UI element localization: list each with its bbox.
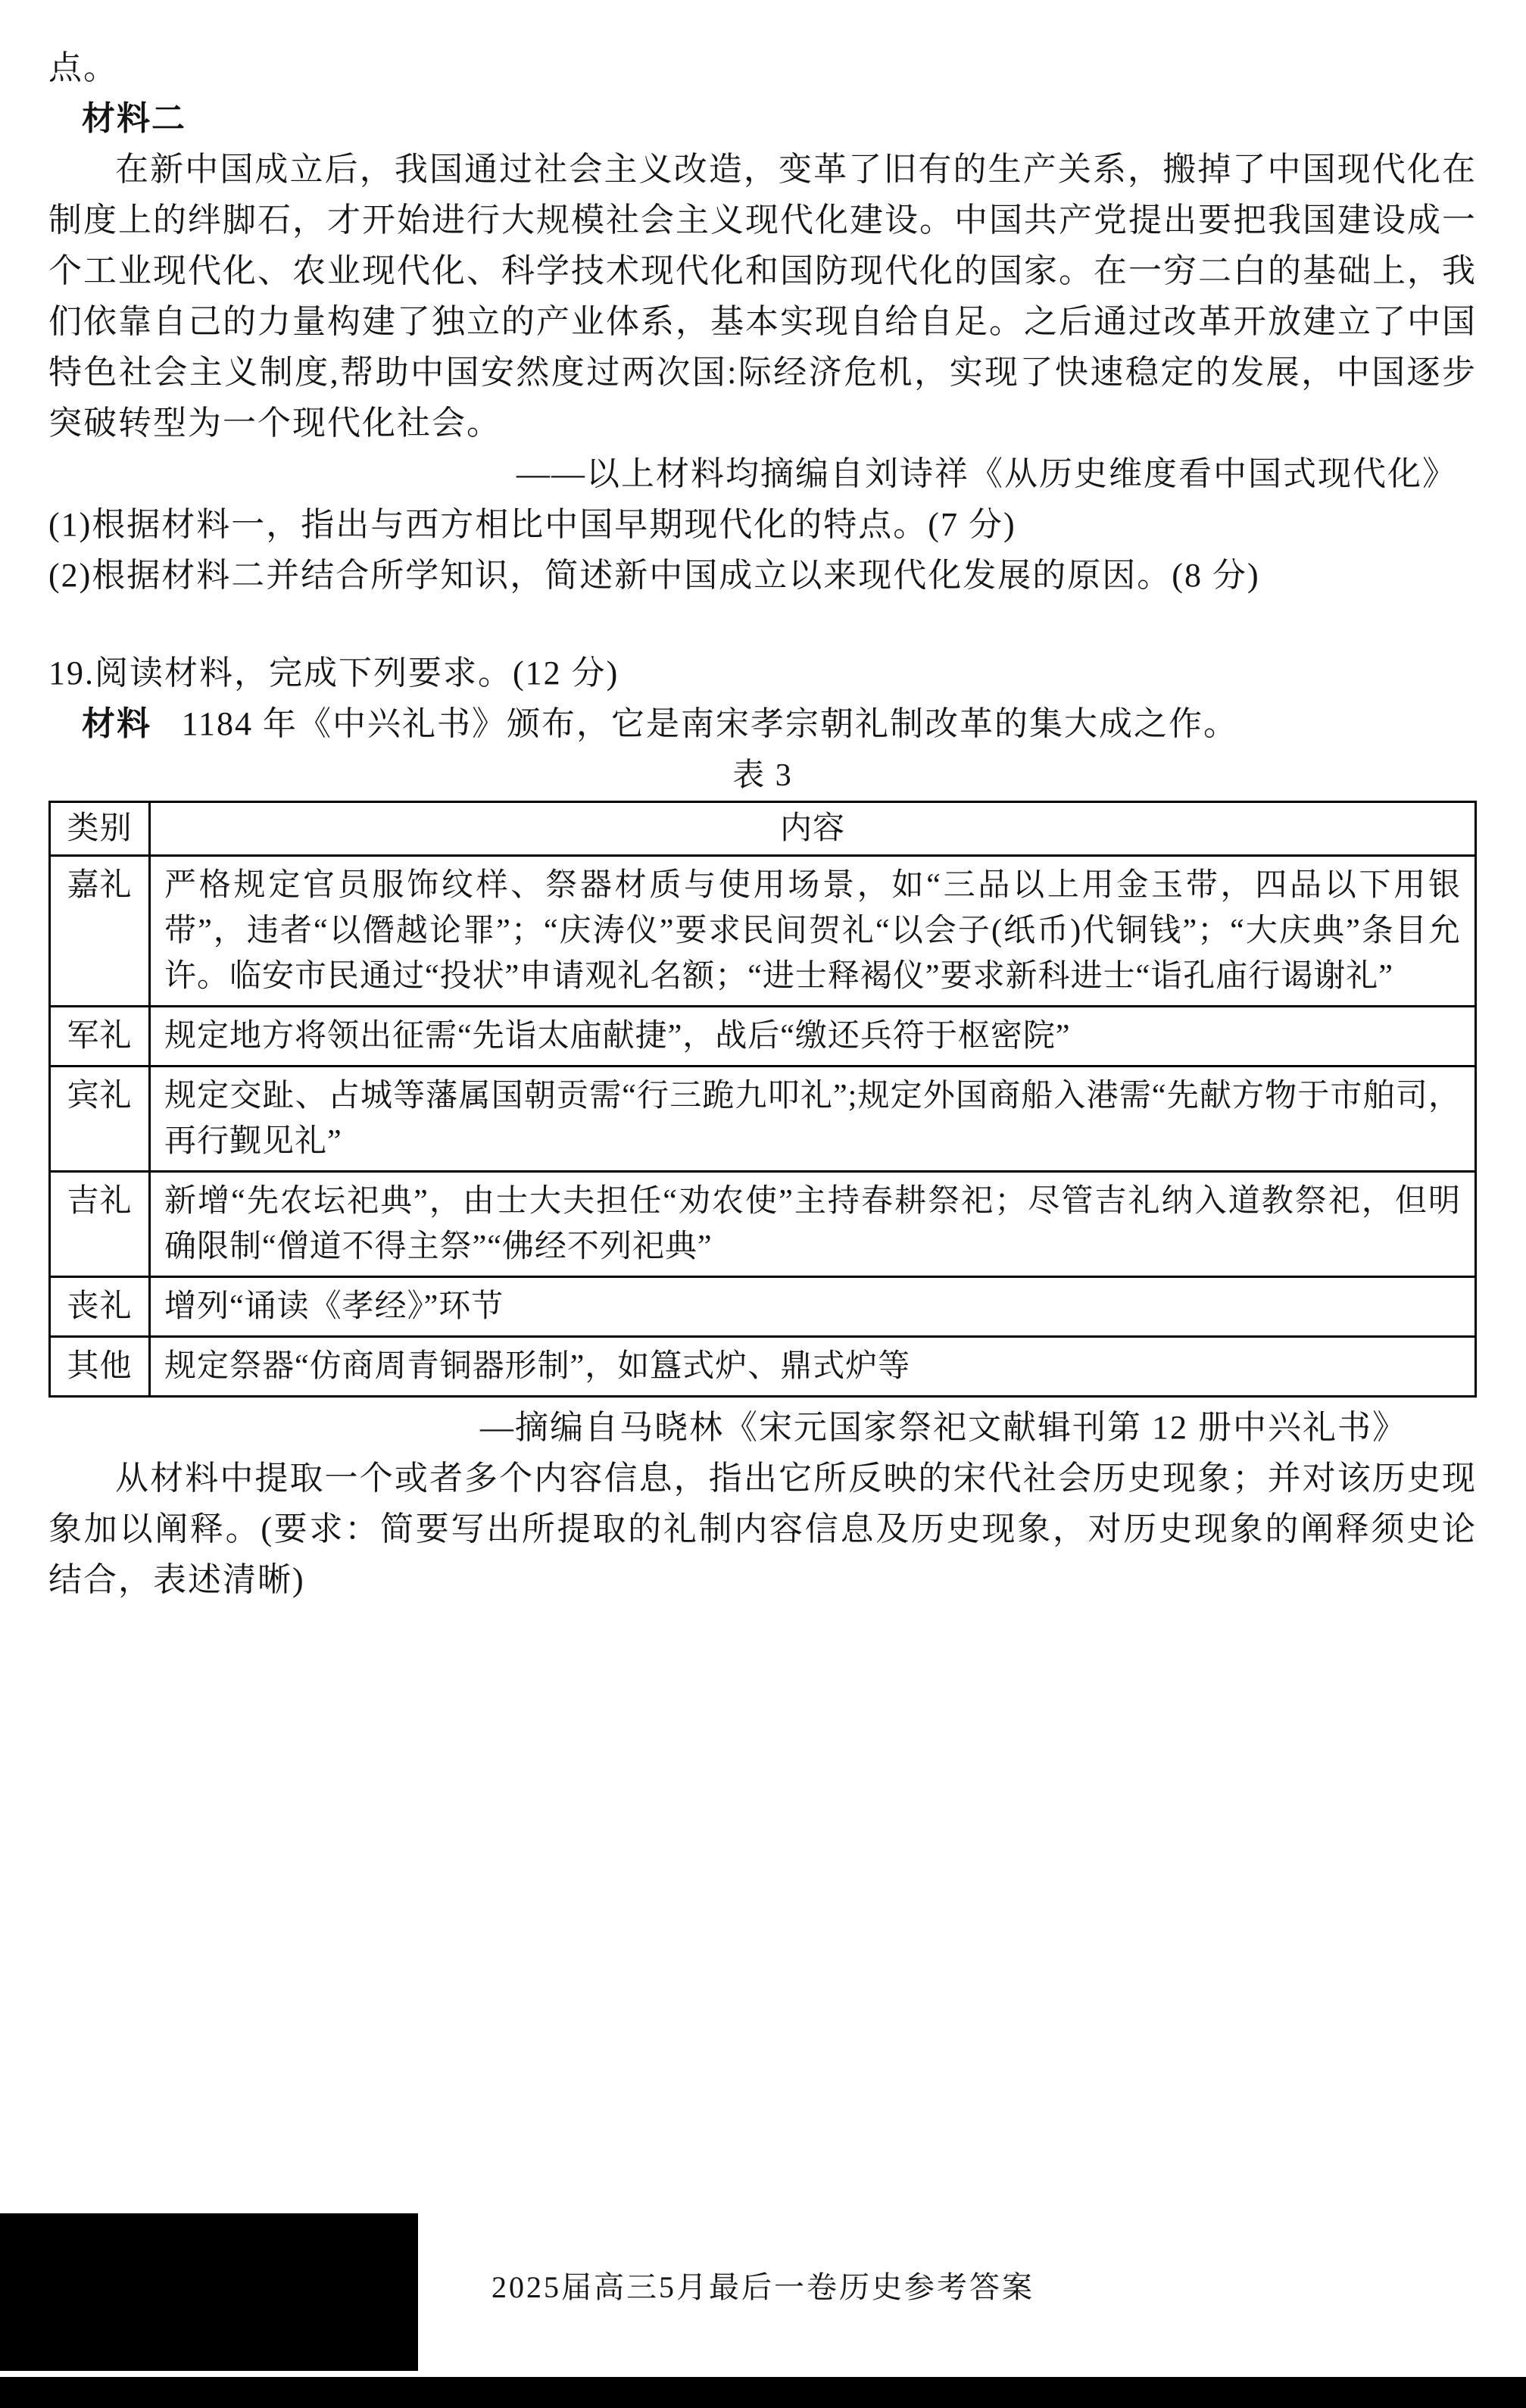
table-row <box>50 1337 1476 1397</box>
content-cell: 新增“先农坛祀典”，由士大夫担任“劝农使”主持春耕祭祀；尽管吉礼纳入道教祭祀，但明确限制“僧道不得主祭”“佛经不列祀典” <box>150 1172 1476 1277</box>
table-row <box>50 1067 1476 1172</box>
category-cell: 宾礼 <box>50 1067 150 1172</box>
content-cell: 规定地方将领出征需“先诣太庙献捷”，战后“缴还兵符于枢密院” <box>150 1007 1476 1067</box>
table-header-category: 类别 <box>50 802 150 856</box>
question-18-part1: (1)根据材料一，指出与西方相比中国早期现代化的特点。(7 分) <box>48 506 1016 543</box>
question-19-intro: 19.阅读材料，完成下列要求。(12 分) <box>48 654 619 692</box>
table-header-row <box>50 802 1476 856</box>
category-cell: 嘉礼 <box>50 856 150 1007</box>
content-cell: 严格规定官员服饰纹样、祭器材质与使用场景，如“三品以上用金玉带，四品以下用银带”，违者“以僭越论罪”；“庆涛仪”要求民间贺礼“以会子(纸币)代铜钱”；“大庆典”条目允许。临安市民通过“投状”申请观礼名额；“进士释褐仪”要求新科进士“诣孔庙行谒谢礼” <box>150 856 1476 1007</box>
content-cell: 规定交趾、占城等藩属国朝贡需“行三跪九叩礼”;规定外国商船入港需“先献方物于市舶司，再行觐见礼” <box>150 1067 1476 1172</box>
table-row <box>50 1172 1476 1277</box>
table-source: —摘编自马晓林《宋元国家祭祀文献辑刊第 12 册中兴礼书》 <box>480 1409 1407 1446</box>
question-19-task: 从材料中提取一个或者多个内容信息，指出它所反映的宋代社会历史现象；并对该历史现象加以阐释。(要求：简要写出所提取的礼制内容信息及历史现象，对历史现象的阐释须史论结合，表述清晰) <box>48 1460 1477 1598</box>
category-cell: 丧礼 <box>50 1277 150 1337</box>
category-cell: 吉礼 <box>50 1172 150 1277</box>
section-spacer <box>48 601 1477 648</box>
bottom-scan-bar <box>0 2377 1526 2408</box>
material-two-paragraph: 在新中国成立后，我国通过社会主义改造，变革了旧有的生产关系，搬掉了中国现代化在制度上的绊脚石，才开始进行大规模社会主义现代化建设。中国共产党提出要把我国建设成一个工业现代化、农业现代化、科学技术现代化和国防现代化的国家。在一穷二白的基础上，我们依靠自己的力量构建了独立的产业体系，基本实现自给自足。之后通过改革开放建立了中国特色社会主义制度,帮助中国安然度过两次国:际经济危机，实现了快速稳定的发展，中国逐步突破转型为一个现代化社会。 <box>48 151 1477 442</box>
category-cell: 军礼 <box>50 1007 150 1067</box>
table-caption: 表 3 <box>732 758 793 793</box>
ritual-table <box>48 801 1477 1398</box>
category-cell: 其他 <box>50 1337 150 1397</box>
material-label: 材料 <box>82 705 151 742</box>
table-row <box>50 1007 1476 1067</box>
table-row <box>50 856 1476 1007</box>
material-two-heading: 材料二 <box>82 100 186 137</box>
material-two-source: ——以上材料均摘编自刘诗祥《从历史维度看中国式现代化》 <box>516 455 1457 492</box>
leading-text: 点。 <box>48 49 118 86</box>
page-content <box>48 42 1477 1605</box>
table-header-content: 内容 <box>150 802 1476 856</box>
question-18-part2: (2)根据材料二并结合所学知识，简述新中国成立以来现代化发展的原因。(8 分) <box>48 557 1260 594</box>
content-cell: 规定祭器“仿商周青铜器形制”，如簋式炉、鼎式炉等 <box>150 1337 1476 1397</box>
material-text: 1184 年《中兴礼书》颁布，它是南宋孝宗朝礼制改革的集大成之作。 <box>181 705 1238 742</box>
question-19-material <box>48 698 1477 749</box>
table-row <box>50 1277 1476 1337</box>
footer-title: 2025届高三5月最后一卷历史参考答案 <box>492 2270 1034 2304</box>
content-cell: 增列“诵读《孝经》”环节 <box>150 1277 1476 1337</box>
